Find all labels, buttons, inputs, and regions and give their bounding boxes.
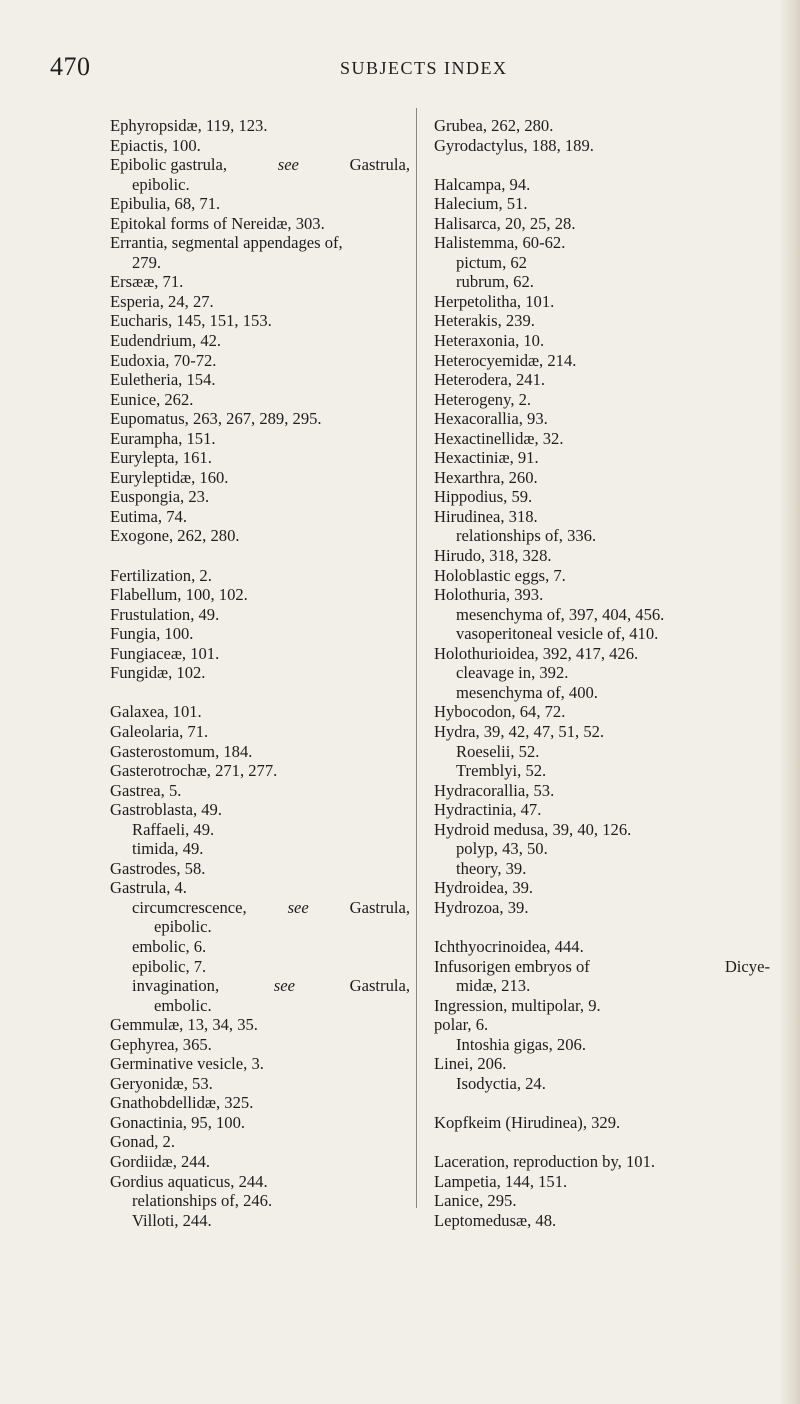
index-entry: Epitokal forms of Nereidæ, 303.: [110, 213, 325, 233]
index-entry: Hippodius, 59.: [434, 487, 533, 507]
index-entry: Exogone, 262, 280.: [110, 526, 240, 546]
index-entry: Ephyropsidæ, 119, 123.: [110, 116, 268, 135]
index-entry: Gephyrea, 365.: [110, 1034, 212, 1054]
column-divider: [416, 108, 417, 1208]
index-subentry: relationships of, 246.: [132, 1191, 273, 1211]
index-entry: Kopfkeim (Hirudinea), 329.: [434, 1112, 621, 1132]
index-entry: Gasterostomum, 184.: [110, 741, 253, 761]
index-entry: Ichthyocrinoidea, 444.: [434, 936, 584, 956]
index-entry: Fungidæ, 102.: [110, 663, 206, 683]
index-entry: Gastrodes, 58.: [110, 858, 206, 878]
index-entry: Hydroidea, 39.: [434, 878, 534, 898]
index-entry: Halisarca, 20, 25, 28.: [434, 213, 576, 233]
entry-spacer: [434, 917, 770, 937]
cross-ref-target: Gastrula,: [349, 976, 410, 996]
index-entry: Holothurioidea, 392, 417, 426.: [434, 643, 639, 663]
index-subentry: relationships of, 336.: [456, 526, 597, 546]
index-entry: Gastrea, 5.: [110, 780, 182, 800]
index-entry: Hexactinellidæ, 32.: [434, 428, 564, 448]
index-entry: Flabellum, 100, 102.: [110, 585, 248, 605]
index-subentry: epibolic.: [132, 174, 190, 194]
index-entry: Gordius aquaticus, 244.: [110, 1171, 268, 1191]
index-subentry: timida, 49.: [132, 839, 204, 859]
index-subentry: polyp, 43, 50.: [456, 839, 548, 859]
index-entry: Geryonidæ, 53.: [110, 1073, 213, 1093]
index-subentry: midæ, 213.: [456, 976, 531, 996]
index-subentry: mesenchyma of, 397, 404, 456.: [456, 604, 665, 624]
cross-ref-target: Gastrula,: [349, 897, 410, 917]
index-entry: Gasterotrochæ, 271, 277.: [110, 761, 278, 781]
index-entry: Herpetolitha, 101.: [434, 291, 555, 311]
index-entry: Heterocyemidæ, 214.: [434, 350, 577, 370]
index-subentry: epibolic.: [154, 917, 212, 937]
index-entry: Fungiaceæ, 101.: [110, 643, 220, 663]
index-entry: Leptomedusæ, 48.: [434, 1210, 557, 1230]
index-entry: Linei, 206.: [434, 1054, 507, 1074]
index-entry: Fungia, 100.: [110, 624, 194, 644]
page-header: [0, 50, 800, 90]
index-entry: Halecium, 51.: [434, 194, 528, 214]
index-entry: Eudoxia, 70-72.: [110, 350, 217, 370]
index-entry: Gastrula, 4.: [110, 878, 187, 898]
index-entry: [110, 976, 410, 996]
index-entry: Gonactinia, 95, 100.: [110, 1112, 246, 1132]
cross-ref-see: see: [273, 976, 295, 996]
index-entry: Laceration, reproduction by, 101.: [434, 1151, 656, 1171]
index-entry: Grubea, 262, 280.: [434, 116, 554, 135]
index-entry: Eurampha, 151.: [110, 428, 216, 448]
index-entry: Galaxea, 101.: [110, 702, 202, 722]
index-entry: Lanice, 295.: [434, 1191, 517, 1211]
running-head: SUBJECTS INDEX: [340, 58, 508, 78]
index-subentry: Raffaeli, 49.: [132, 819, 215, 839]
index-entry: Hydracorallia, 53.: [434, 780, 555, 800]
entry-term: circumcrescence,: [132, 897, 247, 917]
index-column-right: [434, 116, 770, 1230]
cross-ref-target: Gastrula,: [349, 155, 410, 175]
index-entry: [434, 957, 770, 977]
index-entry: Euletheria, 154.: [110, 370, 216, 390]
index-column-left: [110, 116, 410, 1230]
index-entry: Germinative vesicle, 3.: [110, 1054, 264, 1074]
index-entry: Hirudinea, 318.: [434, 506, 538, 526]
index-subentry: Intoshia gigas, 206.: [456, 1034, 586, 1054]
index-entry: Heterodera, 241.: [434, 370, 546, 390]
index-entry: Esperia, 24, 27.: [110, 291, 214, 311]
index-entry: Halcampa, 94.: [434, 174, 531, 194]
cross-ref-see: see: [287, 897, 309, 917]
index-entry: Hybocodon, 64, 72.: [434, 702, 566, 722]
entry-spacer: [434, 1132, 770, 1152]
index-entry: Galeolaria, 71.: [110, 721, 209, 741]
entry-spacer: [110, 546, 410, 566]
index-entry: Eunice, 262.: [110, 389, 194, 409]
index-entry: Eupomatus, 263, 267, 289, 295.: [110, 409, 322, 429]
index-entry: Eurylepta, 161.: [110, 448, 212, 468]
entry-spacer: [434, 1093, 770, 1113]
index-entry: Halistemma, 60-62.: [434, 233, 566, 253]
index-entry: Hexacorallia, 93.: [434, 409, 548, 429]
index-entry: Gnathobdellidæ, 325.: [110, 1093, 254, 1113]
index-subentry: mesenchyma of, 400.: [456, 682, 598, 702]
index-entry: Heterakis, 239.: [434, 311, 535, 331]
index-entry: Frustulation, 49.: [110, 604, 220, 624]
index-entry: polar, 6.: [434, 1015, 489, 1035]
index-entry: Hydra, 39, 42, 47, 51, 52.: [434, 721, 605, 741]
index-entry: Holothuria, 393.: [434, 585, 544, 605]
index-entry: Gyrodactylus, 188, 189.: [434, 135, 594, 155]
index-entry: Eudendrium, 42.: [110, 331, 222, 351]
index-subentry: rubrum, 62.: [456, 272, 534, 292]
entry-term: invagination,: [132, 976, 220, 996]
index-entry: Ersææ, 71.: [110, 272, 184, 292]
index-entry: Eutima, 74.: [110, 506, 187, 526]
index-entry: Hexactiniæ, 91.: [434, 448, 539, 468]
index-entry: Gemmulæ, 13, 34, 35.: [110, 1015, 258, 1035]
cross-ref-target: Dicye-: [724, 956, 770, 976]
index-entry: Euryleptidæ, 160.: [110, 467, 229, 487]
index-subentry: Tremblyi, 52.: [456, 761, 547, 781]
index-subentry: Roeselii, 52.: [456, 741, 540, 761]
index-subentry: Isodyctia, 24.: [456, 1073, 546, 1093]
index-entry: Hirudo, 318, 328.: [434, 546, 552, 566]
index-entry: Errantia, segmental appendages of,: [110, 233, 343, 253]
index-entry: Lampetia, 144, 151.: [434, 1171, 568, 1191]
entry-spacer: [434, 155, 770, 175]
index-subentry: 279.: [132, 252, 162, 272]
index-entry: Euspongia, 23.: [110, 487, 210, 507]
index-entry: Ingression, multipolar, 9.: [434, 995, 601, 1015]
index-entry: Gonad, 2.: [110, 1132, 175, 1152]
index-subentry: epibolic, 7.: [132, 956, 207, 976]
index-entry: [110, 155, 410, 175]
index-entry: Hydractinia, 47.: [434, 800, 542, 820]
index-subentry: vasoperitoneal vesicle of, 410.: [456, 624, 659, 644]
entry-spacer: [110, 683, 410, 703]
entry-term: Infusorigen embryos of: [434, 956, 590, 976]
cross-ref-see: see: [277, 155, 299, 175]
index-entry: Holoblastic eggs, 7.: [434, 565, 566, 585]
index-entry: Gastroblasta, 49.: [110, 800, 222, 820]
index-entry: Epiactis, 100.: [110, 135, 201, 155]
page-edge: [778, 0, 800, 1404]
index-entry: Fertilization, 2.: [110, 565, 212, 585]
entry-term: Epibolic gastrula,: [110, 155, 228, 175]
index-entry: Eucharis, 145, 151, 153.: [110, 311, 272, 331]
index-entry: Gordiidæ, 244.: [110, 1151, 211, 1171]
index-entry: Heteraxonia, 10.: [434, 331, 545, 351]
index-entry: Hydroid medusa, 39, 40, 126.: [434, 819, 632, 839]
page-number: 470: [50, 52, 91, 81]
index-subentry: pictum, 62: [456, 252, 527, 272]
index-entry: [110, 898, 410, 918]
index-entry: Hydrozoa, 39.: [434, 897, 529, 917]
index-subentry: theory, 39.: [456, 858, 527, 878]
index-subentry: Villoti, 244.: [132, 1210, 212, 1230]
index-entry: Hexarthra, 260.: [434, 467, 538, 487]
index-entry: Epibulia, 68, 71.: [110, 194, 221, 214]
index-subentry: cleavage in, 392.: [456, 663, 569, 683]
index-entry: Heterogeny, 2.: [434, 389, 532, 409]
index-subentry: embolic.: [154, 995, 212, 1015]
index-subentry: embolic, 6.: [132, 936, 207, 956]
